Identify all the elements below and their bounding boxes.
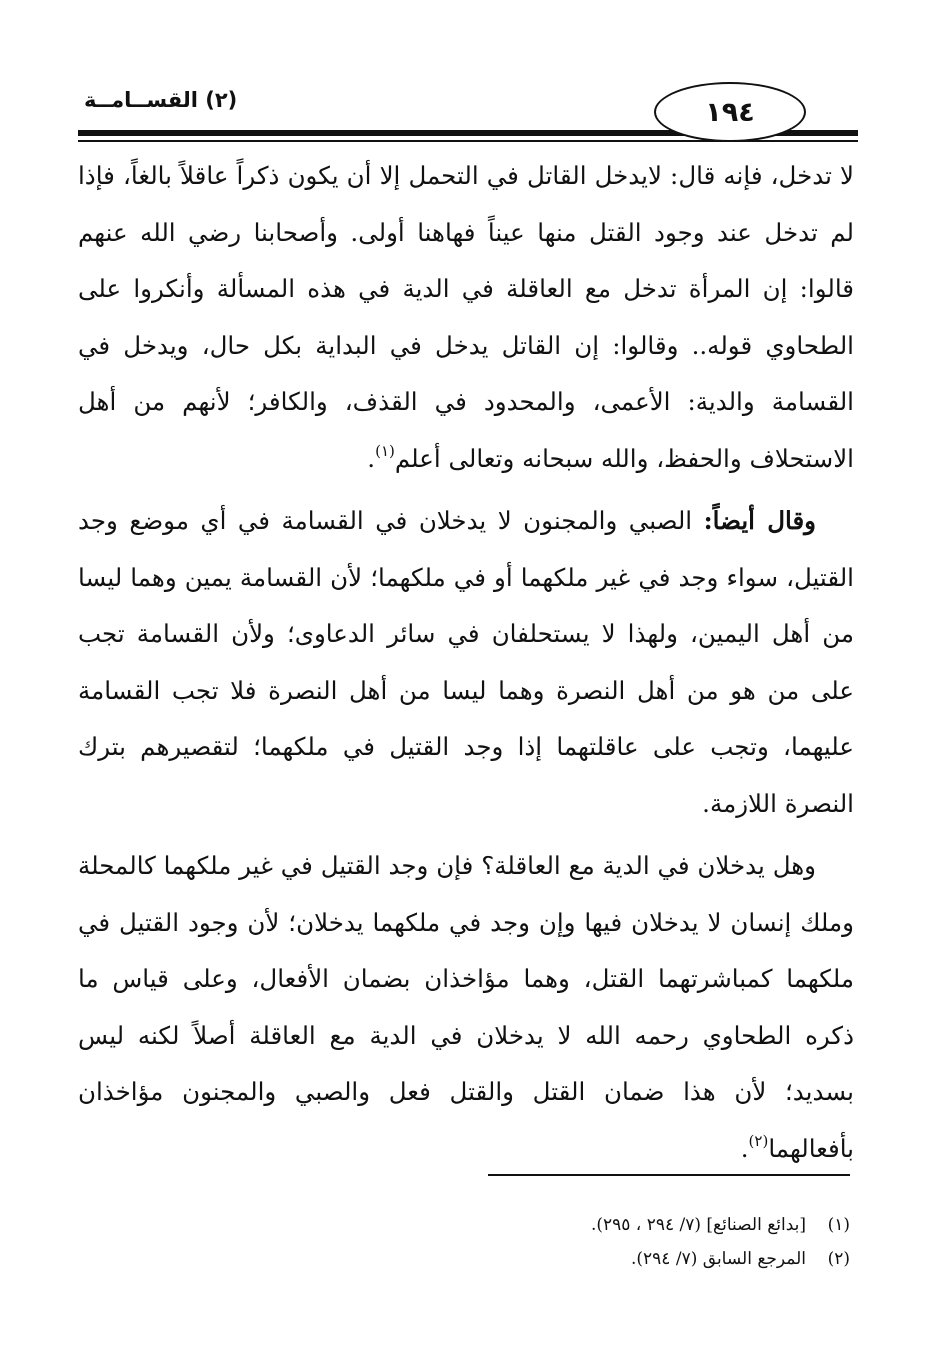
footnotes [420, 1208, 850, 1276]
paragraph-3 [78, 838, 854, 1177]
footnote-2-number: (٢) [827, 1249, 850, 1269]
footnote-ref-2: (٢) [748, 1131, 769, 1150]
paragraph-1-end: . [367, 443, 376, 473]
main-text [78, 148, 854, 1177]
footnote-1-number: (١) [827, 1215, 850, 1235]
page-number: ١٩٤ [705, 96, 755, 128]
page-header [78, 70, 858, 150]
footnote-ref-1: (١) [375, 441, 395, 460]
running-head: (٢) القســامــة [84, 88, 238, 112]
paragraph-2 [78, 493, 854, 832]
paragraph-2-lead: وقال أيضاً: [703, 506, 817, 535]
paragraph-3-text: وهل يدخلان في الدية مع العاقلة؟ فإن وجد القتيل في غير ملكهما كالمحلة وملك إنسان لا يدخلان فيها وإن وجد في ملكهما يدخلان؛ لأن وجود القتيل في ملكهما كمباشرتهما القتل، وهما مؤاخذان بضمان الأفعال، وعلى قياس ما ذكره الطحاوي رحمه الله لا يدخلان في الدية مع العاقلة أصلاً لكنه ليس بسديد؛ لأن هذا ضمان القتل والقتل فعل والصبي والمجنون مؤاخذان بأفعالهما [78, 851, 854, 1163]
footnote-separator [488, 1174, 850, 1176]
footnote-2 [420, 1242, 850, 1276]
paragraph-1-text: لا تدخل، فإنه قال: لايدخل القاتل في التحمل إلا أن يكون ذكراً عاقلاً بالغاً، فإذا لم تدخل عند وجود القتل منها عيناً فهاهنا أولى. وأصحابنا رضي الله عنهم قالوا: إن المرأة تدخل مع العاقلة في الدية في هذه المسألة وأنكروا على الطحاوي قوله.. وقالوا: إن القاتل يدخل في البداية بكل حال، ويدخل في القسامة والدية: الأعمى، والمحدود في القذف، والكافر؛ لأنهم من أهل الاستحلاف والحفظ، والله سبحانه وتعالى أعلم [78, 161, 854, 473]
footnote-1 [420, 1208, 850, 1242]
footnote-1-text: [بدائع الصنائع] (٧/ ٢٩٤ ، ٢٩٥). [590, 1215, 806, 1235]
footnote-2-text: المرجع السابق (٧/ ٢٩٤). [631, 1249, 806, 1269]
paragraph-3-end: . [740, 1133, 749, 1163]
page-number-oval [654, 82, 806, 142]
paragraph-1 [78, 148, 854, 487]
paragraph-2-text: الصبي والمجنون لا يدخلان في القسامة في أي موضع وجد القتيل، سواء وجد في غير ملكهما أو في ملكهما؛ لأن القسامة يمين وهما ليسا من أهل اليمين، ولهذا لا يستحلفان في سائر الدعاوى؛ ولأن القسامة تجب على من هو من أهل النصرة وهما ليسا من أهل النصرة فلا تجب القسامة عليهما، وتجب على عاقلتهما إذا وجد القتيل في ملكهما؛ لتقصيرهم بترك النصرة اللازمة. [78, 506, 854, 818]
